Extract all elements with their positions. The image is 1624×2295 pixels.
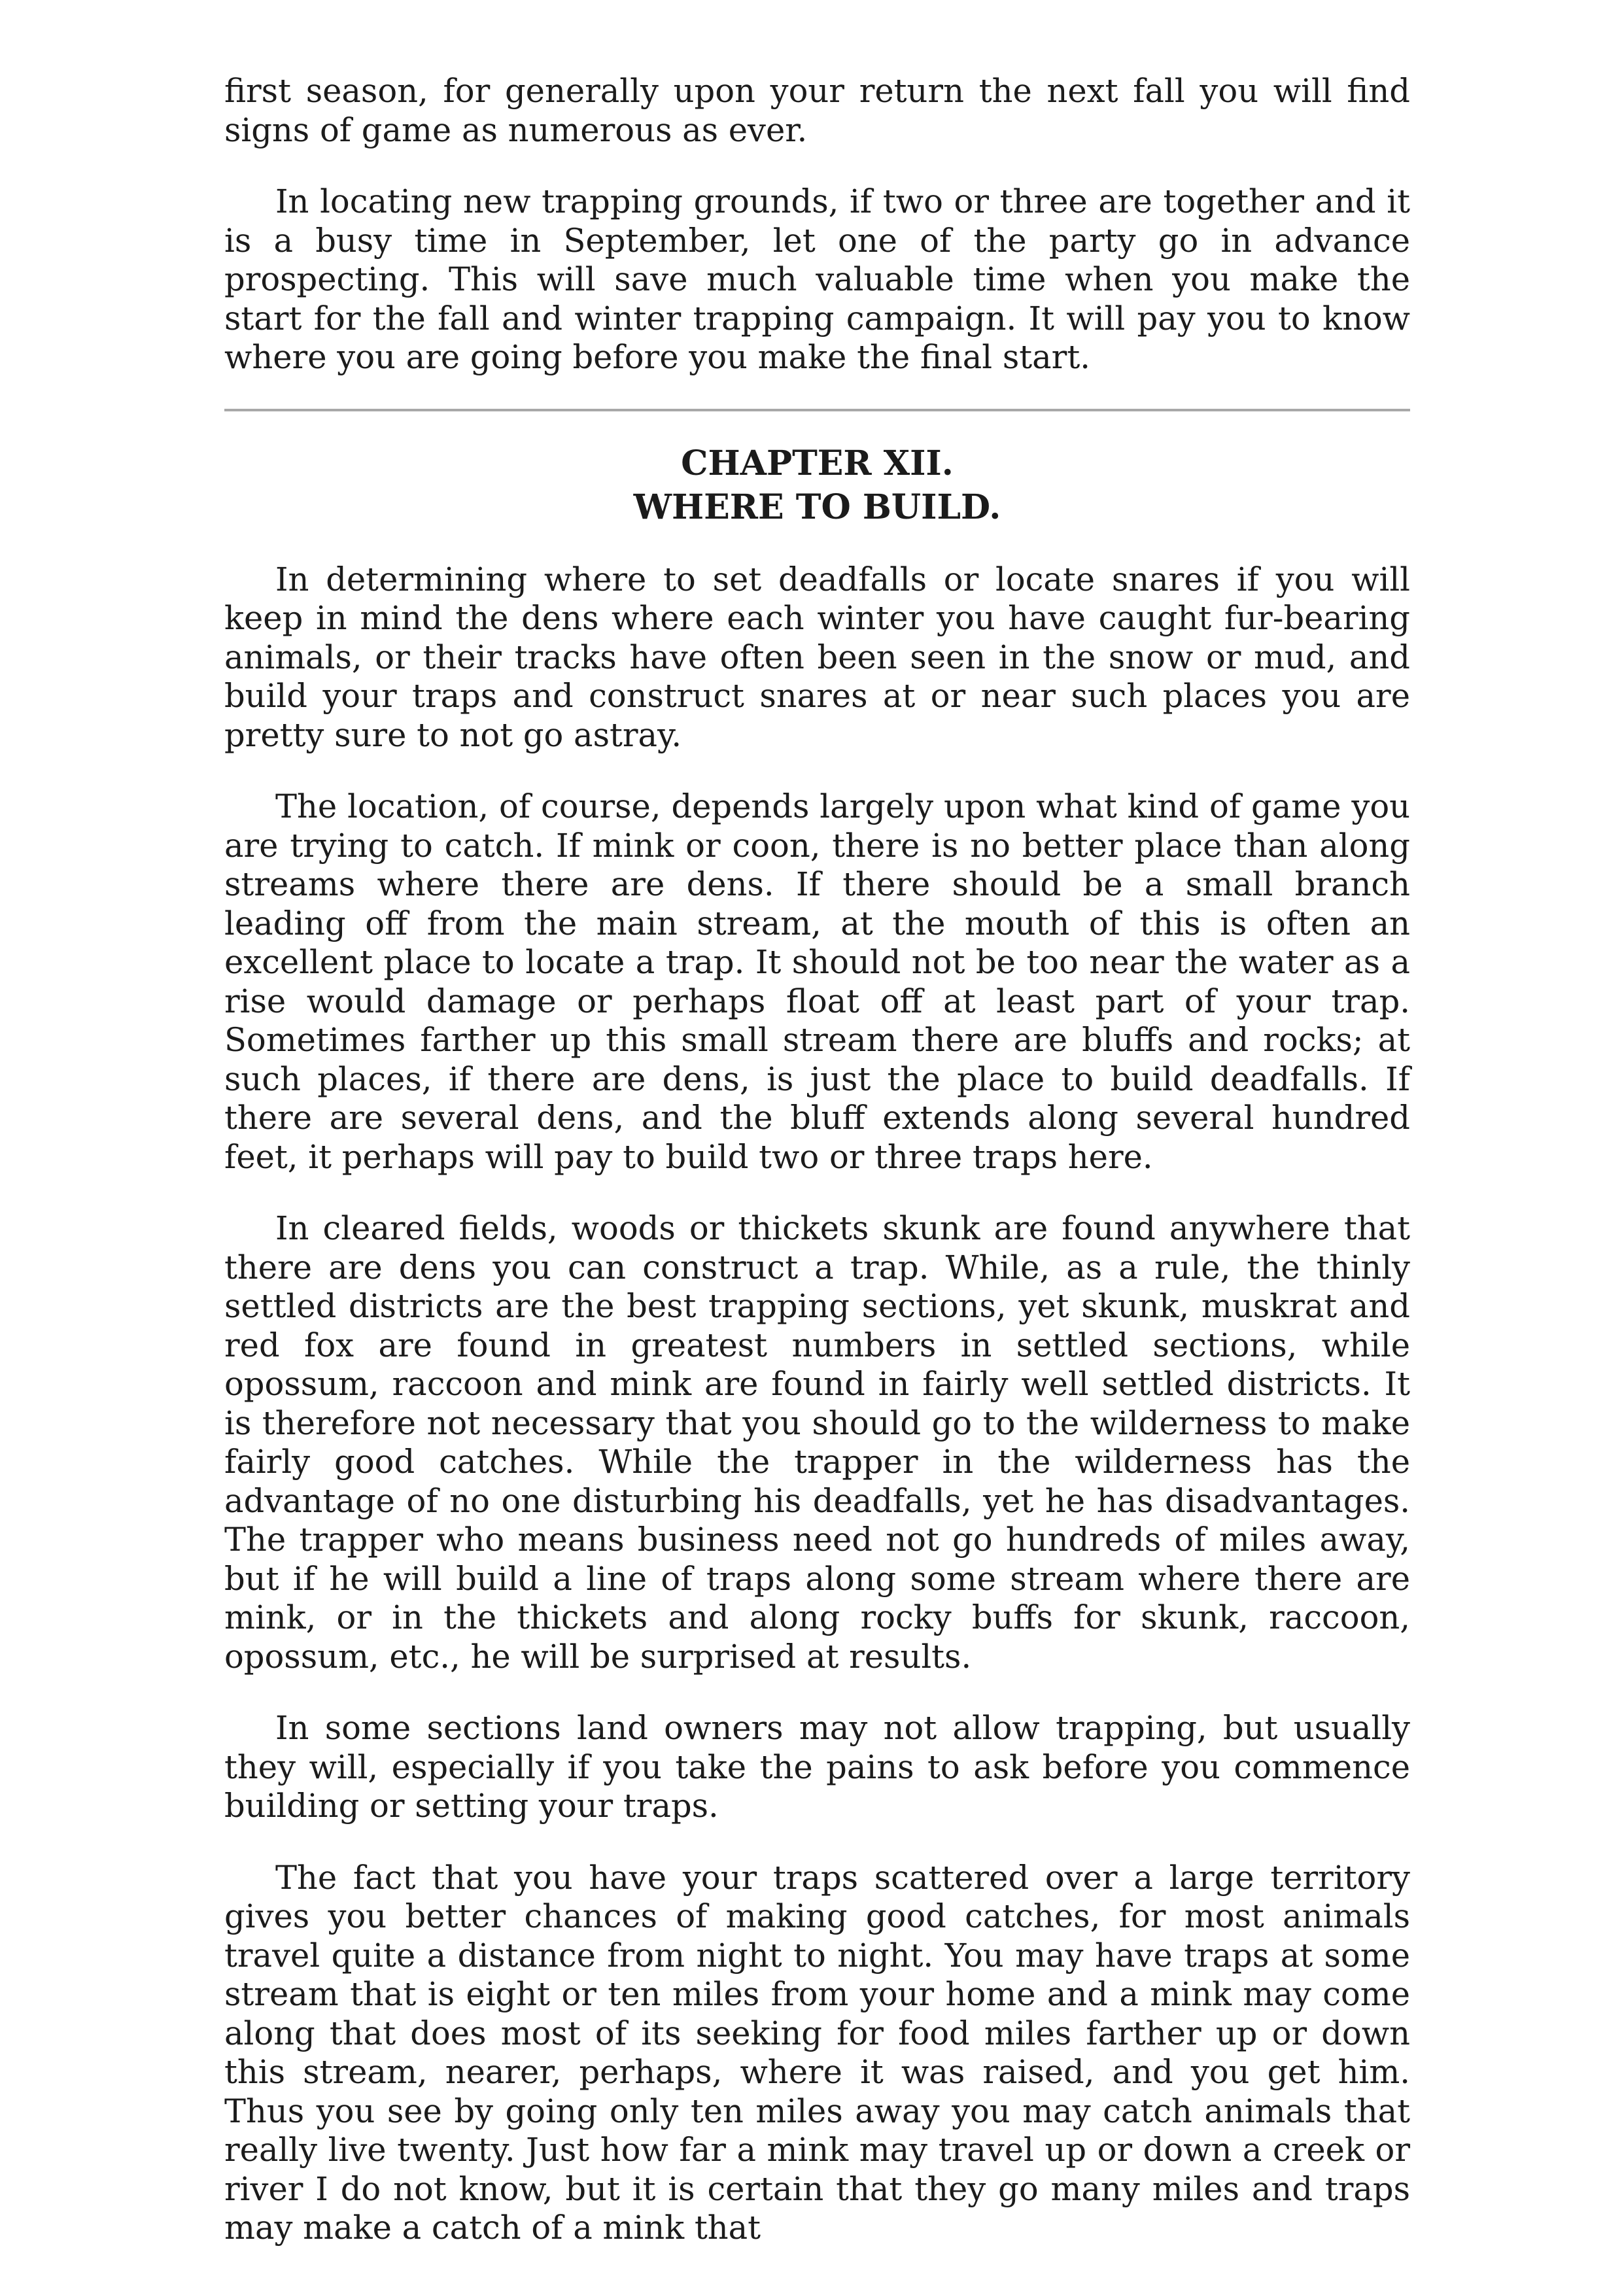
book-page: [224, 72, 1410, 2248]
body-paragraph: The location, of course, depends largely upon what kind of game you are trying to catch. If mink or coon, there is no better place than along streams where there are dens. If there should be a small branch leading off from the main stream, at the mouth of this is often an excellent place to locate a trap. It should not be too near the water as a rise would damage or perhaps float off at least part of your trap. Sometimes farther up this small stream there are bluffs and rocks; at such places, if there are dens, is just the place to build deadfalls. If there are several dens, and the bluff extends along several hundred feet, it perhaps will pay to build two or three traps here.: [224, 787, 1410, 1176]
chapter-title: WHERE TO BUILD.: [633, 487, 1001, 527]
section-divider: [224, 409, 1410, 411]
body-paragraph: The fact that you have your traps scattered over a large territory gives you better chances of making good catches, for most animals travel quite a distance from night to night. You may have traps at some stream that is eight or ten miles from your home and a mink may come along that does most of its seeking for food miles farther up or down this stream, nearer, perhaps, where it was raised, and you get him. Thus you see by going only ten miles away you may catch animals that really live twenty. Just how far a mink may travel up or down a creek or river I do not know, but it is certain that they go many miles and traps may make a catch of a mink that: [224, 1858, 1410, 2247]
body-paragraph: In determining where to set deadfalls or locate snares if you will keep in mind the dens where each winter you have caught fur-bearing animals, or their tracks have often been seen in the snow or mud, and build your traps and construct snares at or near such places you are pretty sure to not go astray.: [224, 560, 1410, 754]
body-paragraph: In some sections land owners may not allow trapping, but usually they will, especially if you take the pains to ask before you commence building or setting your traps.: [224, 1709, 1410, 1825]
chapter-heading: [224, 441, 1410, 529]
continuation-paragraph: first season, for generally upon your return the next fall you will find signs of game as numerous as ever.: [224, 72, 1410, 149]
body-paragraph: In cleared fields, woods or thickets skunk are found anywhere that there are dens you can construct a trap. While, as a rule, the thinly settled districts are the best trapping sections, yet skunk, muskrat and red fox are found in greatest numbers in settled sections, while opossum, raccoon and mink are found in fairly well settled districts. It is therefore not necessary that you should go to the wilderness to make fairly good catches. While the trapper in the wilderness has the advantage of no one disturbing his deadfalls, yet he has disadvantages. The trapper who means business need not go hundreds of miles away, but if he will build a line of traps along some stream where there are mink, or in the thickets and along rocky buffs for skunk, raccoon, opossum, etc., he will be surprised at results.: [224, 1209, 1410, 1676]
chapter-number: CHAPTER XII.: [681, 443, 954, 483]
body-paragraph: In locating new trapping grounds, if two or three are together and it is a busy time in September, let one of the party go in advance prospecting. This will save much valuable time when you make the start for the fall and winter trapping campaign. It will pay you to know where you are going before you make the final start.: [224, 182, 1410, 376]
